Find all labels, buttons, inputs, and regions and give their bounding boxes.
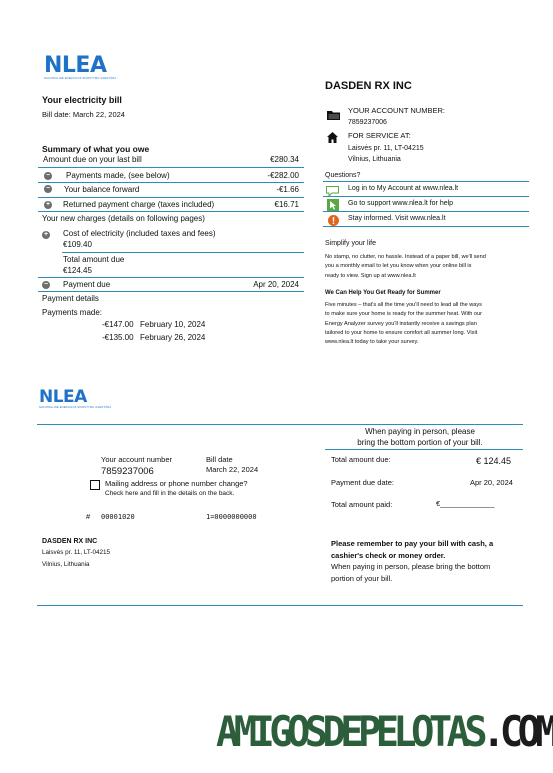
payment-due-label: Payment due (63, 280, 111, 289)
home-icon (327, 130, 338, 148)
new-charges-label: Your new charges (details on following pages) (42, 214, 205, 223)
logo-tagline: NACIONALINĖ ENERGIJOS SKIRSTYMO AGENTŪRA (44, 77, 117, 80)
cost-label: Cost of electricity (included taxes and fees) (63, 229, 216, 238)
watermark-text: AMIGOSDEPELOTAS (216, 707, 483, 756)
nlea-logo-top (44, 55, 116, 80)
stub-due-date: Apr 20, 2024 (470, 478, 513, 487)
stub-total-due-label: Total amount due: (331, 455, 391, 464)
minus-icon: − (45, 172, 51, 179)
payment-amount: -€147.00 (102, 320, 134, 329)
payment-date: February 26, 2024 (140, 333, 206, 342)
in-person-line-2: bring the bottom portion of your bill. (357, 438, 483, 447)
service-address-2: Vilnius, Lithuania (348, 156, 401, 163)
watermark (216, 707, 553, 756)
customer-name: DASDEN RX INC (325, 80, 412, 92)
question-stay-informed[interactable]: Stay informed. Visit www.nlea.lt (348, 215, 446, 222)
stub-total-due: € 124.45 (476, 456, 512, 466)
payments-value: -€282.00 (267, 171, 299, 180)
stub-code-2: 1=0000000000 (206, 513, 257, 521)
service-label: FOR SERVICE AT: (348, 131, 411, 140)
mailing-sub: Check here and fill in the details on the back. (105, 490, 235, 497)
folder-icon (327, 107, 340, 125)
stub-account-label: Your account number (101, 455, 173, 464)
simplify-title: Simplify your life (325, 240, 376, 247)
simplify-line: No stamp, no clutter, no hassle. Instead of a paper bill, we'll send (325, 254, 486, 260)
reminder-line-4: portion of your bill. (331, 573, 393, 583)
total-value: €124.45 (63, 266, 92, 275)
stub-due-date-label: Payment due date: (331, 478, 394, 487)
stub-account-number: 7859237006 (101, 466, 154, 477)
balance-value: -€1.66 (276, 185, 299, 194)
stub-bill-date: March 22, 2024 (206, 465, 259, 474)
question-login[interactable]: Log in to My Account at www.nlea.lt (348, 185, 459, 192)
in-person-line-1: When paying in person, please (365, 427, 475, 436)
stub-code-1: 00001020 (101, 513, 135, 521)
account-label: YOUR ACCOUNT NUMBER: (348, 106, 445, 115)
stub-paid-label: Total amount paid: (331, 500, 393, 509)
summer-line: Energy Analyzer survey you'll instantly receive a savings plan (325, 320, 477, 327)
summer-line: www.nlea.lt today to take your survey. (325, 339, 419, 346)
last-bill-label: Amount due on your last bill (43, 155, 142, 164)
payment-date: February 10, 2024 (140, 320, 206, 329)
stub-paid-field[interactable]: €_____________ (436, 499, 495, 508)
plus-icon: + (43, 231, 49, 238)
minus-icon: − (45, 185, 51, 192)
reminder-line-1: Please remember to pay your bill with cash, a (331, 539, 494, 548)
summer-line: Five minutes – that's all the time you'll need to lead all the ways (325, 302, 482, 308)
simplify-line: ready to view. Sign up at www.nlea.lt (325, 272, 416, 279)
bill-date: Bill date: March 22, 2024 (42, 110, 125, 119)
address-change-checkbox[interactable] (90, 480, 100, 490)
total-label: Total amount due (63, 255, 125, 264)
questions-title: Questions? (325, 172, 361, 179)
payments-made-label: Payments made: (42, 308, 103, 317)
last-bill-value: €280.34 (270, 155, 299, 164)
payment-item (102, 320, 206, 330)
payment-due-value: Apr 20, 2024 (253, 280, 299, 289)
stub-bill-date-label: Bill date (206, 455, 233, 464)
reminder-line-2: cashier's check or money order. (331, 550, 446, 560)
payment-item (102, 333, 206, 343)
summary-title: Summary of what you owe (42, 144, 150, 154)
in-person-note (340, 427, 500, 448)
logo-tagline: NACIONALINĖ ENERGIJOS SKIRSTYMO AGENTŪRA (39, 406, 112, 409)
stub-address-1: Laisvės pr. 11, LT-04215 (42, 549, 111, 556)
logo-mark: NLEA (39, 387, 87, 407)
stub-address-2: Vilnius, Lithuania (42, 561, 90, 568)
returned-value: €16.71 (274, 200, 299, 209)
stub-code-hash: # (86, 512, 91, 521)
reminder-line-3: When paying in person, please bring the bottom (331, 562, 491, 571)
summer-line: tailored to your home to ensure comfort all summer long. Visit (325, 329, 478, 336)
account-number: 7859237006 (348, 119, 387, 126)
alert-icon (328, 213, 339, 231)
stub-customer-name: DASDEN RX INC (42, 538, 98, 545)
plus-icon: + (45, 201, 51, 208)
reminder-note (331, 538, 493, 584)
summer-title: We Can Help You Get Ready for Summer (325, 290, 441, 296)
payment-amount: -€135.00 (102, 333, 134, 342)
question-support[interactable]: Go to support www.nlea.lt for help (348, 200, 454, 207)
summer-line: to make sure your home is ready for the summer heat. With our (325, 311, 482, 318)
payments-label: Payments made, (see below) (66, 171, 170, 180)
watermark-suffix: .COM (482, 707, 553, 756)
service-address-1: Laisvės pr. 11, LT-04215 (348, 145, 424, 152)
summer-body (325, 301, 482, 347)
minus-icon: − (43, 281, 49, 288)
nlea-logo-bottom (39, 389, 111, 409)
logo-mark: NLEA (44, 53, 107, 78)
balance-label: Your balance forward (64, 185, 140, 194)
returned-label: Returned payment charge (taxes included) (63, 200, 215, 209)
cost-value: €109.40 (63, 240, 92, 249)
bill-heading: Your electricity bill (42, 95, 122, 105)
mailing-label: Mailing address or phone number change? (105, 479, 248, 488)
simplify-body (325, 253, 486, 281)
payment-details-label: Payment details (42, 294, 99, 303)
simplify-line: you a monthly email to let you know when your online bill is (325, 263, 472, 270)
